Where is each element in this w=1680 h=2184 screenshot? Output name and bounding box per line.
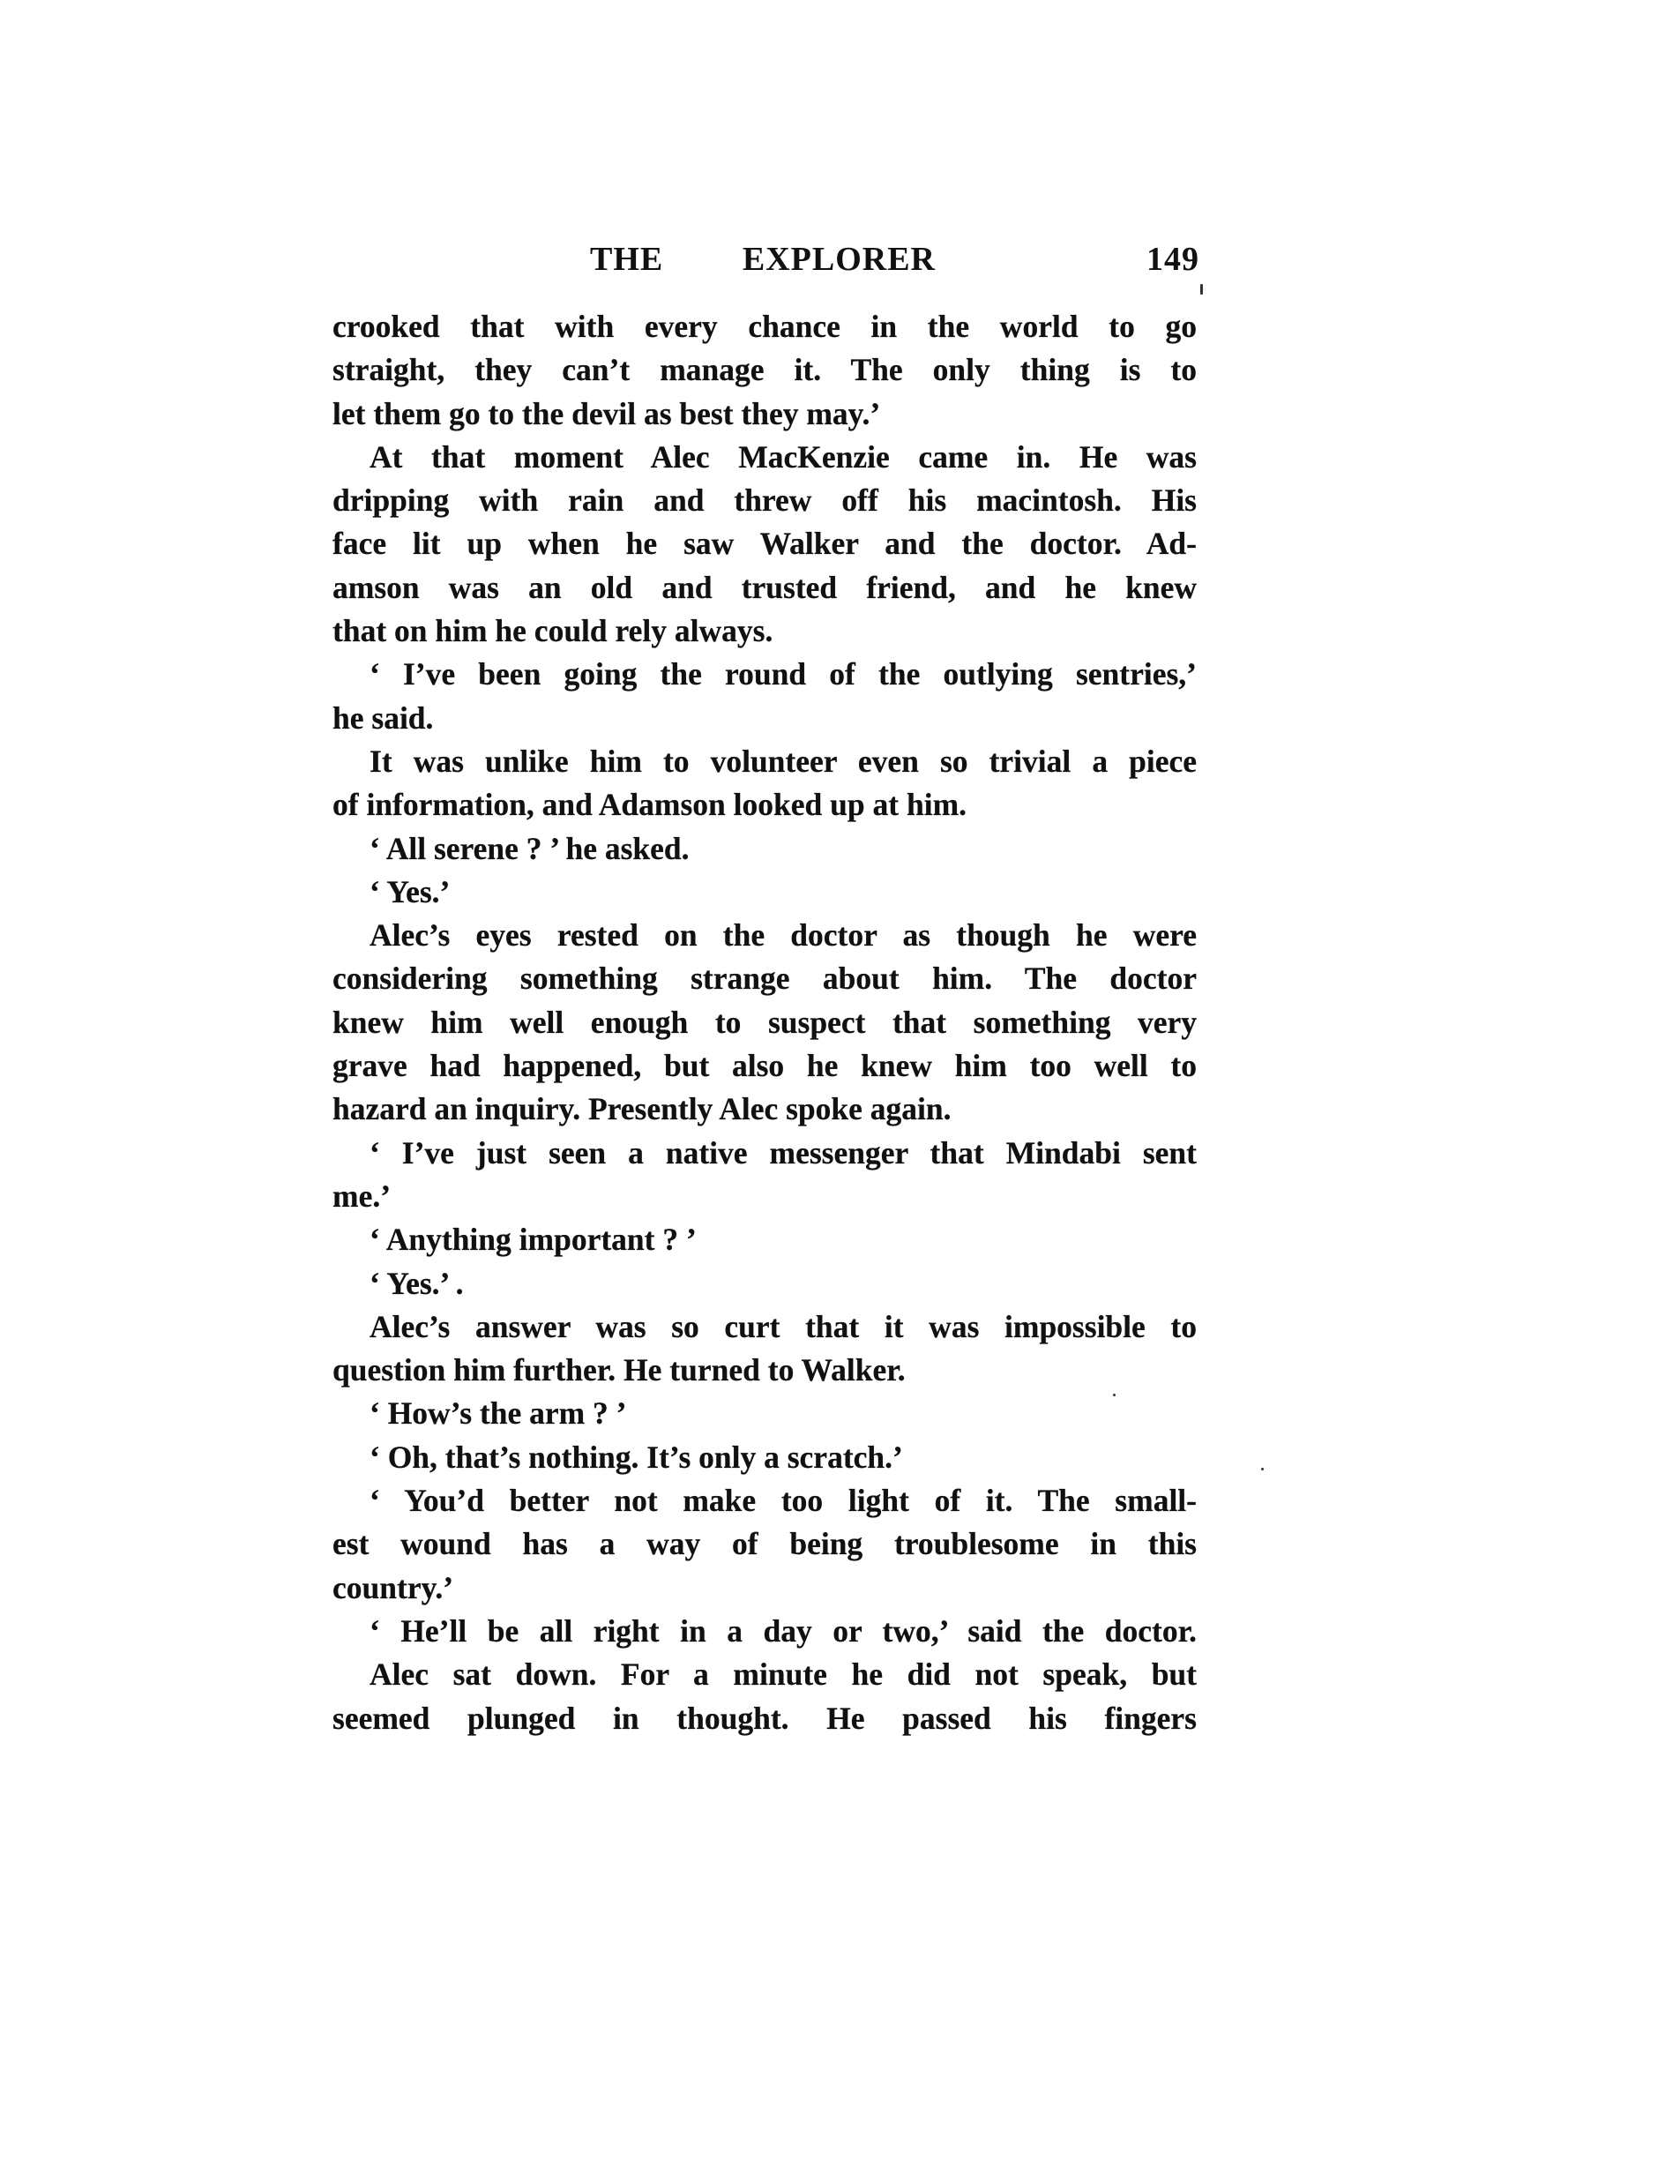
text-line: that on him he could rely always. (332, 613, 773, 649)
running-header-title: THE EXPLORER (590, 241, 936, 278)
text-line: considering something strange about him. The doctor (332, 961, 1197, 997)
text-line: he said. (332, 699, 434, 736)
text-line: ‘ Yes.’ (370, 873, 451, 909)
text-line: let them go to the devil as best they may.’ (332, 395, 881, 431)
text-line: ‘ Anything important ? ’ (370, 1222, 697, 1258)
text-line: ‘ I’ve been going the round of the outlying sentries,’ (370, 656, 1197, 692)
text-line: amson was an old and trusted friend, and he knew (332, 569, 1197, 605)
text-line: Alec’s answer was so curt that it was impossible to (370, 1308, 1197, 1344)
text-line: dripping with rain and threw off his macintosh. His (332, 482, 1197, 519)
print-speck (1261, 1468, 1264, 1470)
page-body-text (332, 305, 1197, 1740)
page-number: 149 (1146, 241, 1199, 278)
text-line: Alec sat down. For a minute he did not speak, but (370, 1657, 1197, 1693)
text-line: est wound has a way of being troublesome in this (332, 1526, 1197, 1562)
text-line: grave had happened, but also he knew him too well to (332, 1048, 1197, 1084)
text-line: Alec’s eyes rested on the doctor as though he were (370, 917, 1197, 954)
text-line: straight, they can’t manage it. The only thing is to (332, 352, 1197, 388)
text-line: country.’ (332, 1569, 454, 1605)
text-line: ‘ Oh, that’s nothing. It’s only a scratch.’ (370, 1439, 903, 1475)
text-line: hazard an inquiry. Presently Alec spoke again. (332, 1091, 952, 1127)
text-line: of information, and Adamson looked up at him. (332, 787, 967, 823)
print-speck (1200, 284, 1203, 295)
text-line: crooked that with every chance in the world to go (332, 309, 1197, 344)
text-line: me.’ (332, 1178, 392, 1214)
text-line: ‘ All serene ? ’ he asked. (370, 830, 690, 866)
text-line: ‘ I’ve just seen a native messenger that Mindabi sent (370, 1134, 1197, 1171)
print-speck (1113, 1394, 1116, 1396)
text-line: ‘ How’s the arm ? ’ (370, 1395, 627, 1432)
text-line: ‘ Yes.’ . (370, 1265, 464, 1301)
text-line: It was unlike him to volunteer even so trivial a piece (370, 743, 1197, 779)
text-line: knew him well enough to suspect that something very (332, 1004, 1197, 1040)
text-line: seemed plunged in thought. He passed his fingers (332, 1700, 1197, 1736)
text-line: face lit up when he saw Walker and the doctor. Ad- (332, 526, 1197, 562)
text-line: question him further. He turned to Walker. (332, 1352, 906, 1388)
text-line: ‘ You’d better not make too light of it. The small- (370, 1483, 1197, 1519)
text-line: At that moment Alec MacKenzie came in. He was (370, 438, 1197, 475)
text-line: ‘ He’ll be all right in a day or two,’ said the doctor. (370, 1612, 1197, 1649)
